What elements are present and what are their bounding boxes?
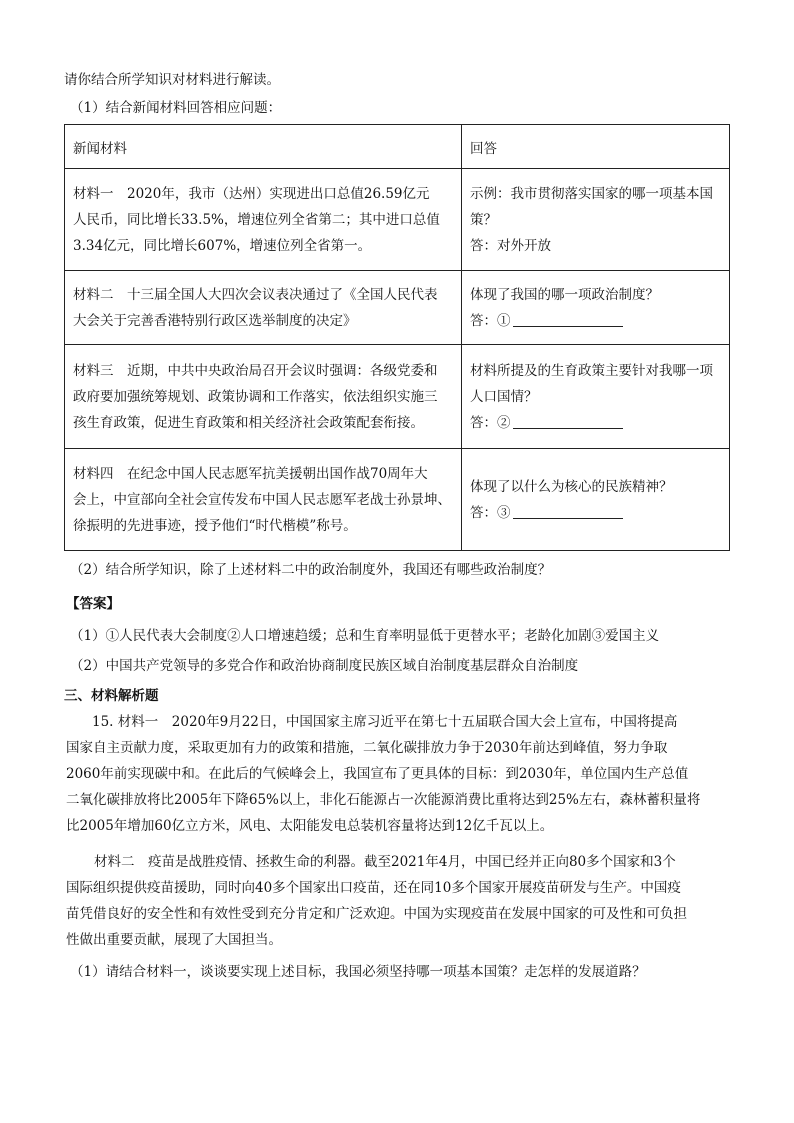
answer-cell bbox=[462, 169, 730, 271]
material-line: 材料一 2020年，我市（达州）实现进出口总值26.59亿元 bbox=[73, 185, 430, 202]
material-line: 材料二 十三届全国人大四次会议表决通过了《全国人民代表 bbox=[73, 286, 438, 303]
material-line: 材料四 在纪念中国人民志愿军抗美援朝出国作战70周年大 bbox=[73, 465, 428, 482]
question-15-1-prompt: （1）请结合材料一，谈谈要实现上述目标，我国必须坚持哪一项基本国策？走怎样的发展道路？ bbox=[70, 964, 646, 980]
material-line: 3.34亿元，同比增长607%，增速位列全省第一。 bbox=[73, 237, 372, 254]
table-header-material: 新闻材料 bbox=[65, 125, 462, 169]
answer-blank-3[interactable] bbox=[513, 504, 623, 519]
material-line: 孩生育政策，促进生育政策和相关经济社会政策配套衔接。 bbox=[73, 414, 424, 431]
answer-blank-1[interactable] bbox=[513, 312, 623, 327]
q15-line: 国家自主贡献力度，采取更加有力的政策和措施，二氧化碳排放力争于2030年前达到峰值，努力争取 bbox=[66, 740, 668, 756]
answer-heading: 【答案】 bbox=[66, 596, 120, 612]
table-row bbox=[65, 271, 730, 345]
material2-line: 材料二 疫苗是战胜疫情、拯救生命的利器。截至2021年4月，中国已经并正向80多个国家和3个 bbox=[94, 854, 676, 870]
answer-line: 材料所提及的生育政策主要针对我哪一项 bbox=[470, 362, 713, 379]
material2-line: 国际组织提供疫苗援助，同时向40多个国家出口疫苗，还在同10多个国家开展疫苗研发与生产。中国疫 bbox=[66, 880, 681, 896]
answer-cell bbox=[462, 271, 730, 345]
answer-line: 答：对外开放 bbox=[470, 237, 551, 254]
material-cell bbox=[65, 449, 462, 551]
material2-line: 苗凭借良好的安全性和有效性受到充分肯定和广泛欢迎。中国为实现疫苗在发展中国家的可及性和可负担 bbox=[66, 906, 687, 922]
table-header-row bbox=[65, 125, 730, 169]
table-row bbox=[65, 169, 730, 271]
q15-line: 15. 材料一 2020年9月22日，中国国家主席习近平在第七十五届联合国大会上宣布，中国将提高 bbox=[92, 714, 678, 730]
answer-1: （1）①人民代表大会制度②人口增速趋缓；总和生育率明显低于更替水平；老龄化加剧③爱国主义 bbox=[70, 628, 660, 644]
answer-line: 策？ bbox=[470, 211, 497, 228]
material-line: 人民币，同比增长33.5%，增速位列全省第二；其中进口总值 bbox=[73, 211, 440, 228]
intro-text: 请你结合所学知识对材料进行解读。 bbox=[64, 72, 280, 88]
answer-line: 体现了我国的哪一项政治制度？ bbox=[470, 286, 659, 303]
answer-line: 示例：我市贯彻落实国家的哪一项基本国 bbox=[470, 185, 713, 202]
q15-line: 比2005年增加60亿立方米，风电、太阳能发电总装机容量将达到12亿千瓦以上。 bbox=[66, 818, 554, 834]
answer-2: （2）中国共产党领导的多党合作和政治协商制度民族区域自治制度基层群众自治制度 bbox=[70, 658, 579, 674]
material-line: 材料三 近期，中共中央政治局召开会议时强调：各级党委和 bbox=[73, 362, 438, 379]
answer-cell bbox=[462, 449, 730, 551]
answer-blank-label: 答：③ bbox=[470, 504, 511, 521]
question-2-prompt: （2）结合所学知识，除了上述材料二中的政治制度外，我国还有哪些政治制度？ bbox=[70, 562, 552, 578]
answer-blank-label: 答：② bbox=[470, 414, 511, 431]
table-header-answer: 回答 bbox=[462, 125, 730, 169]
q15-line: 2060年前实现碳中和。在此后的气候峰会上，我国宣布了更具体的目标：到2030年，单位国内生产总值 bbox=[66, 766, 689, 782]
answer-line: 体现了以什么为核心的民族精神？ bbox=[470, 478, 673, 495]
material-cell bbox=[65, 169, 462, 271]
answer-cell bbox=[462, 345, 730, 449]
table-row bbox=[65, 449, 730, 551]
material-line: 政府要加强统筹规划、政策协调和工作落实，依法组织实施三 bbox=[73, 388, 438, 405]
answer-line: 人口国情？ bbox=[470, 388, 538, 405]
material-line: 徐振明的先进事迹，授予他们“时代楷模”称号。 bbox=[73, 517, 357, 534]
material2-line: 性做出重要贡献，展现了大国担当。 bbox=[66, 932, 282, 948]
table-row bbox=[65, 345, 730, 449]
material-line: 会上，中宣部向全社会宣传发布中国人民志愿军老战士孙景坤、 bbox=[73, 491, 451, 508]
material-line: 大会关于完善香港特别行政区选举制度的决定》 bbox=[73, 312, 357, 329]
answer-blank-2[interactable] bbox=[513, 414, 623, 429]
q15-line: 二氧化碳排放将比2005年下降65%以上，非化石能源占一次能源消费比重将达到25%左右，森林蓄积量将 bbox=[66, 792, 701, 808]
material-cell bbox=[65, 271, 462, 345]
material-cell bbox=[65, 345, 462, 449]
section-heading: 三、材料解析题 bbox=[64, 688, 159, 704]
question-1-prompt: （1）结合新闻材料回答相应问题： bbox=[70, 100, 282, 116]
answer-blank-label: 答：① bbox=[470, 312, 511, 329]
news-material-table bbox=[64, 124, 730, 551]
